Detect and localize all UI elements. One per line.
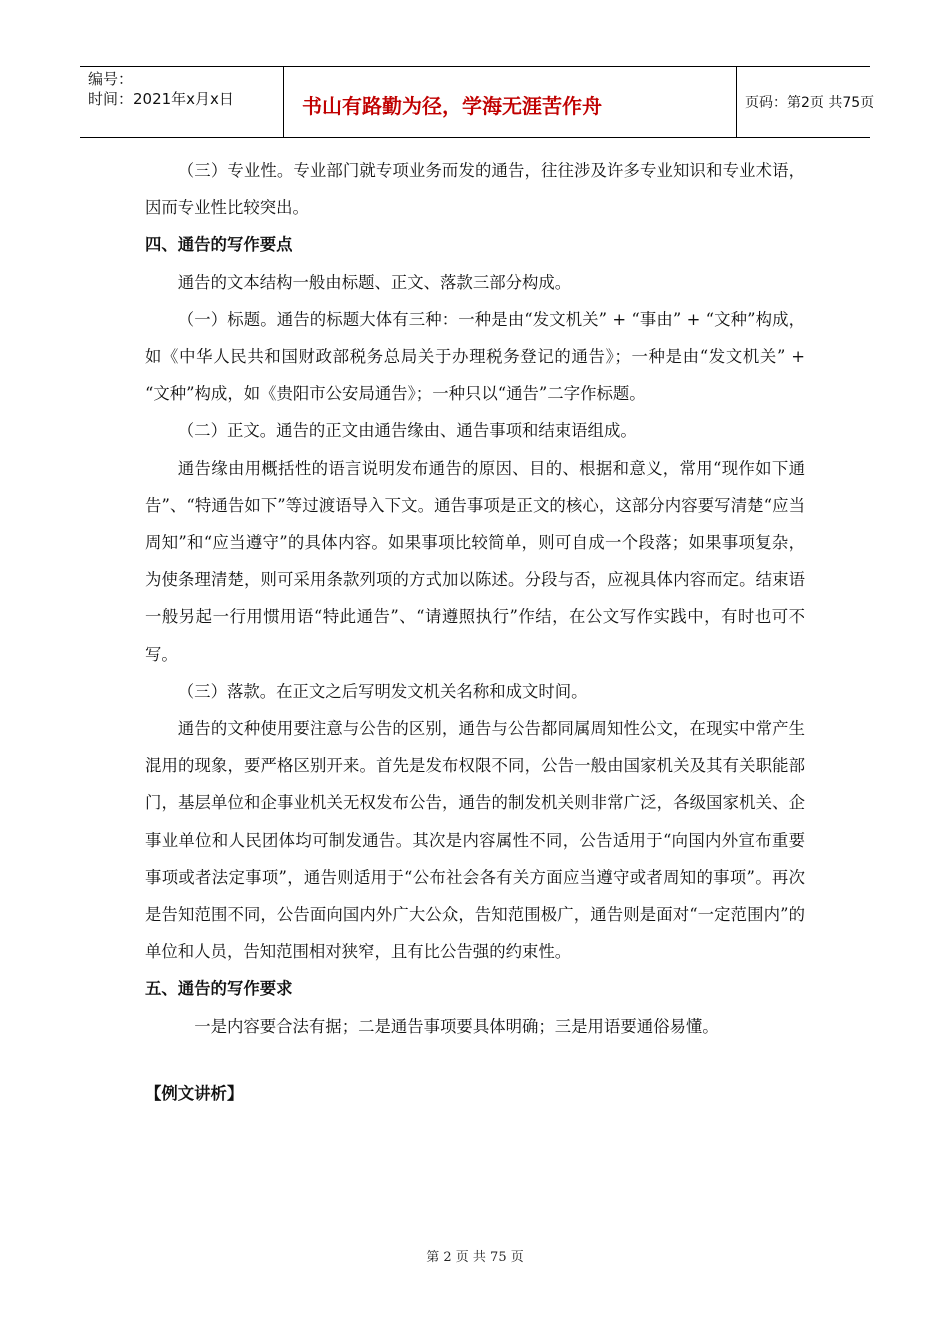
motto-text: 书山有路勤为径，学海无涯苦作舟 [302, 94, 602, 118]
paragraph-title: （一）标题。通告的标题大体有三种：一种是由“发文机关” + “事由” + “文种”构成，如《中华人民共和国财政部税务总局关于办理税务登记的通告》；一种是由“发文机关” + “文种”构成，如《贵阳市公安局通告》；一种只以“通告”二字作标题。 [145, 309, 805, 404]
header-meta-cell [80, 67, 284, 137]
paragraph-requirements: 一是内容要合法有据；二是通告事项要具体明确；三是用语要通俗易懂。 [194, 1016, 719, 1036]
heading-writing-requirements: 五、通告的写作要求 [145, 979, 293, 999]
spacer [145, 1045, 805, 1075]
date-label: 时间：2021年x月x日 [88, 90, 234, 108]
heading-example-analysis: 【例文讲析】 [145, 1083, 244, 1103]
heading-writing-points: 四、通告的写作要点 [145, 235, 293, 255]
page-footer: 第 2 页 共 75 页 [426, 1250, 524, 1265]
document-body [145, 152, 805, 1112]
header-page-cell [737, 67, 875, 137]
paragraph-signature: （三）落款。在正文之后写明发文机关名称和成文时间。 [177, 681, 588, 701]
page-info: 页码：第2页 共75页 [745, 95, 875, 111]
header-table [80, 66, 875, 138]
paragraph-reason: 通告缘由用概括性的语言说明发布通告的原因、目的、根据和意义，常用“现作如下通告”、“特通告如下”等过渡语导入下文。通告事项是正文的核心，这部分内容要写清楚“应当周知”和“应当遵守”的具体内容。如果事项比较简单，则可自成一个段落；如果事项复杂，为使条理清楚，则可采用条款列项的方式加以陈述。分段与否，应视具体内容而定。结束语一般另起一行用惯用语“特此通告”、“请遵照执行”作结，在公文写作实践中，有时也可不写。 [145, 458, 805, 664]
number-label: 编号： [88, 70, 134, 88]
paragraph-main-text: （二）正文。通告的正文由通告缘由、通告事项和结束语组成。 [177, 421, 637, 441]
paragraph-professionalism: （三）专业性。专业部门就专项业务而发的通告，往往涉及许多专业知识和专业术语，因而专业性比较突出。 [145, 161, 805, 218]
paragraph-structure: 通告的文本结构一般由标题、正文、落款三部分构成。 [177, 272, 572, 292]
paragraph-distinction: 通告的文种使用要注意与公告的区别，通告与公告都同属周知性公文，在现实中常产生混用的现象，要严格区别开来。首先是发布权限不同，公告一般由国家机关及其有关职能部门，基层单位和企事业机关无权发布公告，通告的制发机关则非常广泛，各级国家机关、企事业单位和人民团体均可制发通告。其次是内容属性不同，公告适用于“向国内外宣布重要事项或者法定事项”，通告则适用于“公布社会各有关方面应当遵守或者周知的事项”。再次是告知范围不同，公告面向国内外广大公众，告知范围极广，通告则是面对“一定范围内”的单位和人员，告知范围相对狭窄，且有比公告强的约束性。 [145, 719, 805, 962]
header-motto-cell [284, 67, 737, 137]
